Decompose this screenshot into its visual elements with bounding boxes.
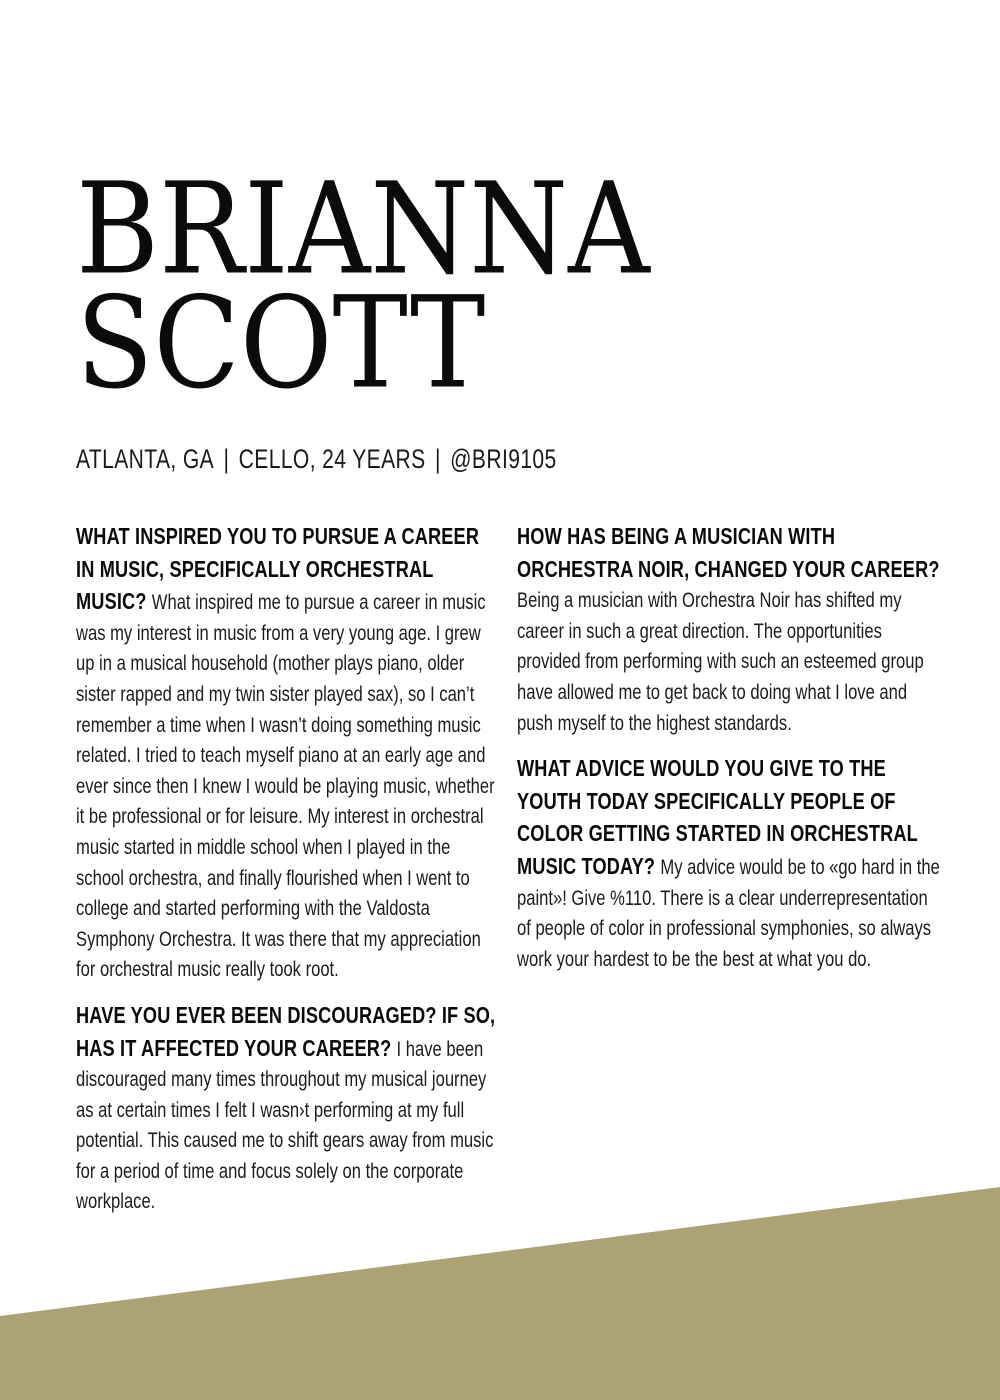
answer-text: Being a musician with Orchestra Noir has shifted my career in such a great direction. The opportunities provided from performing with such an esteemed group have allowed me to get back to doing what I love and push myself to the highest standards. xyxy=(517,589,924,735)
profile-meta-line xyxy=(76,441,557,477)
qa-block xyxy=(517,521,944,739)
location-text: ATLANTA, GA xyxy=(76,444,215,474)
last-name-heading: SCOTT xyxy=(76,268,486,417)
social-handle: @BRI9105 xyxy=(450,444,557,474)
right-column xyxy=(517,521,944,989)
answer-text: My advice would be to «go hard in the paint»! Give %110. There is a clear underrepresentation of people of color in professional symphonies, so always work your hardest to be the best at what you do. xyxy=(517,855,940,971)
answer-text: I have been discouraged many times throughout my musical journey as at certain times I felt I wasn›t performing at my full potential. This caused me to shift gears away from music for a period of time and focus solely on the corporate workplace. xyxy=(76,1037,494,1214)
first-name-heading: BRIANNA xyxy=(76,154,650,303)
qa-block xyxy=(76,1000,503,1218)
instrument-years-text: CELLO, 24 YEARS xyxy=(238,444,426,474)
question-text: HAVE YOU EVER BEEN DISCOURAGED? IF SO, HAS IT AFFECTED YOUR CAREER? xyxy=(76,1001,496,1061)
answer-text: What inspired me to pursue a career in music was my interest in music from a very young age. I grew up in a musical household (mother plays piano, older sister rapped and my twin sister played sax), so I can’t remember a time when I wasn’t doing something music related. I tried to teach myself piano at an early age and ever since then I knew I would be playing music, whether it be professional or for leisure. My interest in orchestral music started in middle school when I played in the school orchestra, and finally flourished when I went to college and started performing with the Valdosta Symphony Orchestra. It was there that my appreciation for orchestral music really took root. xyxy=(76,591,495,982)
meta-separator: | xyxy=(223,444,230,474)
qa-block xyxy=(517,753,944,975)
qa-block xyxy=(76,521,503,986)
question-text: HOW HAS BEING A MUSICIAN WITH ORCHESTRA NOIR, CHANGED YOUR CAREER? xyxy=(517,523,940,582)
left-column xyxy=(76,521,503,1232)
question-text: WHAT ADVICE WOULD YOU GIVE TO THE YOUTH TODAY SPECIFICALLY PEOPLE OF COLOR GETTING STARTED IN ORCHESTRAL MUSIC TODAY? xyxy=(517,755,918,879)
question-text: WHAT INSPIRED YOU TO PURSUE A CAREER IN MUSIC, SPECIFICALLY ORCHESTRAL MUSIC? xyxy=(76,523,480,615)
meta-separator: | xyxy=(434,444,441,474)
